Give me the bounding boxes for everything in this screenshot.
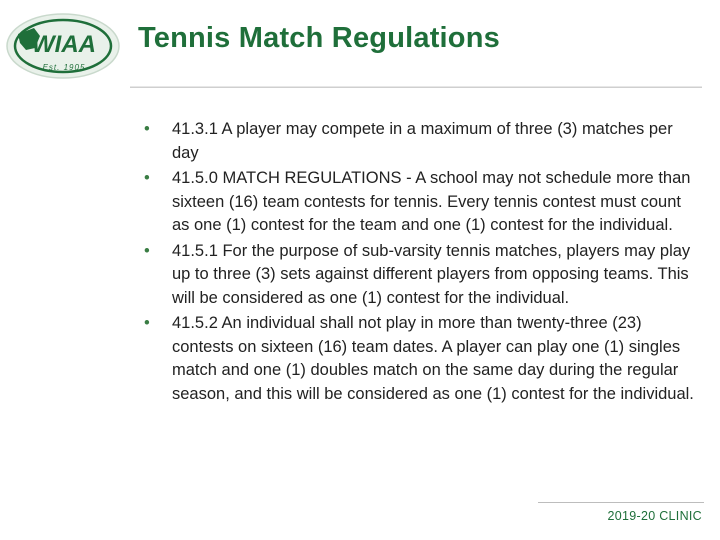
bullet-text: 41.5.0 MATCH REGULATIONS - A school may not schedule more than sixteen (16) team contests for tennis. Every tennis contest must count as one (1) contest for the team and one (1) contest for the individual. [172, 169, 691, 234]
logo-wordmark: WIAA [32, 31, 96, 58]
title-divider [130, 87, 702, 88]
footer-label: 2019-20 CLINIC [607, 509, 702, 523]
bullet-icon: • [144, 314, 150, 332]
bullet-text: 41.3.1 A player may compete in a maximum of three (3) matches per day [172, 120, 673, 162]
bullet-icon: • [144, 169, 150, 187]
bullet-text: 41.5.1 For the purpose of sub-varsity tennis matches, players may play up to three (3) sets against different players from opposing teams. This will be considered as one (1) contest for the individual. [172, 241, 691, 307]
list-item [140, 118, 700, 165]
bullet-text: 41.5.2 An individual shall not play in more than twenty-three (23) contests on sixteen (16) team dates. A player can play one (1) singles match and one (1) doubles match on the same day during the regular season, and this will be considered as one (1) contest for the individual. [172, 314, 694, 403]
bullet-icon: • [144, 120, 150, 138]
wiaa-logo [4, 10, 122, 82]
regulation-list [140, 118, 700, 408]
logo-tagline: Est. 1905 [42, 63, 86, 72]
list-item [140, 240, 700, 311]
list-item [140, 167, 700, 238]
list-item [140, 312, 700, 406]
slide-title: Tennis Match Regulations [138, 22, 500, 54]
bullet-icon: • [144, 241, 150, 260]
footer-divider [538, 502, 704, 503]
